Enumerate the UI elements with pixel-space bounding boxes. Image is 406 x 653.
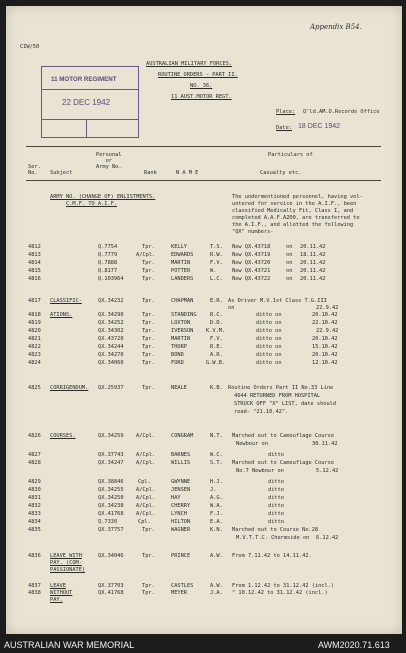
table-cell: Now QX.43720 xyxy=(232,260,271,266)
table-cell: H.J. xyxy=(210,479,223,485)
enlist-text-1: The undermentioned personnel, having vol- xyxy=(232,194,363,200)
table-cell: From 1.12.42 to 31.12.42 (incl.) xyxy=(232,583,335,589)
table-cell: 4821 xyxy=(28,336,41,342)
date-label: Date: xyxy=(276,125,292,131)
document-page xyxy=(6,6,402,634)
table-cell: 22.10.42 xyxy=(312,320,338,326)
table-cell: 4814 xyxy=(28,260,41,266)
table-row-continuation xyxy=(6,535,402,541)
table-cell: S.T. xyxy=(210,460,223,466)
col-ser: Ser. No. xyxy=(28,164,41,176)
table-row-continuation xyxy=(6,441,402,447)
table-cell: A.G. xyxy=(210,495,223,501)
table-cell: QX.37743 xyxy=(98,452,124,458)
table-cell: QX.34252 xyxy=(98,320,124,326)
regiment-stamp xyxy=(41,66,139,138)
table-cell: FORD xyxy=(171,360,184,366)
table-cell: MEYER xyxy=(171,590,187,596)
place-label: Place: xyxy=(276,109,296,115)
table-cell: Tpr. xyxy=(142,244,155,250)
table-cell: Tpr. xyxy=(142,320,155,326)
subject-leave-3: PASSIONATE) xyxy=(50,567,86,573)
table-row xyxy=(6,352,402,358)
table-cell: QX.34238 xyxy=(98,503,124,509)
table-cell: W.C. xyxy=(210,452,223,458)
table-cell: 20.11.42 xyxy=(300,260,326,266)
enlist-text-4: completed A.A.F.A200, are transferred to xyxy=(232,215,360,221)
table-cell: 4837 xyxy=(28,583,41,589)
col-army-no: Personal or Army No. xyxy=(96,152,122,170)
table-cell: ditto xyxy=(268,452,284,458)
table-cell: 20.11.42 xyxy=(300,276,326,282)
table-row xyxy=(6,460,402,466)
table-cell: Tpr. xyxy=(142,312,155,318)
footer-accession: AWM2020.71.613 xyxy=(318,640,390,650)
table-row xyxy=(6,503,402,509)
table-cell: CONGRAM xyxy=(171,433,194,439)
table-cell: QX.34232 xyxy=(98,298,124,304)
table-row xyxy=(6,260,402,266)
table-cell: ditto on xyxy=(256,320,282,326)
table-cell: D.D. xyxy=(210,320,223,326)
table-row xyxy=(6,360,402,366)
table-cell: ditto xyxy=(268,487,284,493)
table-cell: G.W.B. xyxy=(206,360,226,366)
table-row xyxy=(6,452,402,458)
table-cell: LOXTON xyxy=(171,320,191,326)
table-cell: HAY xyxy=(171,495,181,501)
table-cell: Tpr. xyxy=(142,336,155,342)
file-reference: CIW/50 xyxy=(20,44,40,50)
table-cell: 20.11.42 xyxy=(300,268,326,274)
table-cell: 6.12.42 xyxy=(316,535,339,541)
table-cell: WAGNER xyxy=(171,527,191,533)
table-cell: QX.34046 xyxy=(98,553,124,559)
table-cell: 4836 xyxy=(28,553,41,559)
table-cell: QX.34250 xyxy=(98,495,124,501)
table-cell: Now QX.43719 xyxy=(232,252,271,258)
subject-without-pay: PAY. xyxy=(50,597,63,603)
table-cell: MARTIN xyxy=(171,260,191,266)
table-cell: QX.38846 xyxy=(98,479,124,485)
table-cell: ditto xyxy=(268,495,284,501)
table-cell: on xyxy=(286,268,293,274)
table-cell: Tpr. xyxy=(142,527,155,533)
table-cell: K.N. xyxy=(210,527,223,533)
table-cell: JENSEN xyxy=(171,487,191,493)
table-cell: CORRIGENDUM. xyxy=(50,385,89,391)
table-cell: A.W. xyxy=(210,583,223,589)
table-row xyxy=(6,511,402,517)
table-row xyxy=(6,336,402,342)
table-cell: QX.41768 xyxy=(98,511,124,517)
table-cell: BOND xyxy=(171,352,184,358)
table-cell: Q.7888 xyxy=(98,260,118,266)
table-cell: Tpr. xyxy=(142,268,155,274)
table-cell: 4816 xyxy=(28,276,41,282)
enlist-text-5: the A.I.F., and allotted the following xyxy=(232,222,354,228)
table-cell: ditto on xyxy=(256,352,282,358)
table-cell: Tpr. xyxy=(142,360,155,366)
table-cell: Tpr. xyxy=(142,352,155,358)
table-cell: Routine Orders Part II No.33 Line xyxy=(228,385,334,391)
table-cell: LEAVE WITH xyxy=(50,553,82,559)
table-cell: ditto on xyxy=(256,336,282,342)
stamp-unit: 11 MOTOR REGIMENT xyxy=(51,76,117,83)
table-cell: 4823 xyxy=(28,352,41,358)
table-cell: IVERSON xyxy=(171,328,194,334)
table-cell: QX.34302 xyxy=(98,328,124,334)
table-cell: As Driver M.V.1st Class T.G.III xyxy=(228,298,327,304)
table-cell: CLASSIFIC- xyxy=(50,298,82,304)
table-cell: BARNES xyxy=(171,452,191,458)
table-cell: CHAPMAN xyxy=(171,298,194,304)
table-cell: 4831 xyxy=(28,495,41,501)
table-cell: QX.34247 xyxy=(98,460,124,466)
table-row xyxy=(6,479,402,485)
table-cell: 5.12.42 xyxy=(316,468,339,474)
table-cell: 4817 xyxy=(28,298,41,304)
table-cell: QX.34255 xyxy=(98,487,124,493)
enlist-text-2: untered for service in the A.I.F., been xyxy=(232,201,357,207)
table-cell: R.C. xyxy=(210,312,223,318)
table-cell: W. xyxy=(210,268,217,274)
table-cell: Q.7754 xyxy=(98,244,118,250)
table-cell: Newbour on xyxy=(236,441,268,447)
table-row xyxy=(6,385,402,391)
table-cell: From 7.11.42 to 14.11.42. xyxy=(232,553,312,559)
table-cell: 4828 xyxy=(28,460,41,466)
col-subject: Subject xyxy=(50,170,73,176)
table-cell: on xyxy=(228,305,235,311)
table-row xyxy=(6,312,402,318)
table-cell: W.A. xyxy=(210,503,223,509)
table-cell: Q.7330 xyxy=(98,519,118,525)
table-cell: 18.11.42 xyxy=(300,252,326,258)
table-cell: ditto xyxy=(268,519,284,525)
footer-bar xyxy=(0,638,406,653)
table-cell: " 10.12.42 to 31.12.42 (incl.) xyxy=(232,590,328,596)
table-cell: Marched out to Camouflage Course xyxy=(232,460,335,466)
table-cell: R.E. xyxy=(210,344,223,350)
table-cell: on xyxy=(286,276,293,282)
table-cell: QX.34290 xyxy=(98,312,124,318)
table-cell: 4832 xyxy=(28,503,41,509)
table-cell: QX.25937 xyxy=(98,385,124,391)
table-cell: A/Cpl. xyxy=(136,495,156,501)
table-cell: LANDERS xyxy=(171,276,194,282)
table-cell: Tpr. xyxy=(142,590,155,596)
table-cell: Tpr. xyxy=(142,328,155,334)
table-row xyxy=(6,244,402,250)
table-cell: L.C. xyxy=(210,276,223,282)
table-row-continuation xyxy=(6,305,402,311)
table-cell: 12.10.42 xyxy=(312,360,338,366)
table-cell: WILLIS xyxy=(171,460,191,466)
table-cell: Marched out to Course No.28 xyxy=(232,527,319,533)
table-cell: Q.7779 xyxy=(98,252,118,258)
table-cell: 4833 xyxy=(28,511,41,517)
table-cell: QX.34060 xyxy=(98,360,124,366)
corrigendum-text-2: 4644 RETURNED FROM HOSPITAL xyxy=(234,393,321,399)
table-cell: 4830 xyxy=(28,487,41,493)
table-cell: 4827 xyxy=(28,452,41,458)
table-cell: QX.34270 xyxy=(98,352,124,358)
table-cell: J.A. xyxy=(210,590,223,596)
table-cell: ditto xyxy=(268,511,284,517)
table-cell: F.V. xyxy=(210,336,223,342)
table-cell: A/Cpl. xyxy=(136,252,156,258)
table-cell: A/Cpl. xyxy=(136,433,156,439)
table-cell: F.V. xyxy=(210,260,223,266)
table-cell: Tpr. xyxy=(142,344,155,350)
table-cell: PRINCE xyxy=(171,553,191,559)
table-cell: Q.8177 xyxy=(98,268,118,274)
table-row xyxy=(6,433,402,439)
place-value: Q'ld.AM.O.Records Office xyxy=(303,109,380,115)
table-cell: QX.34244 xyxy=(98,344,124,350)
table-cell: 4829 xyxy=(28,479,41,485)
table-row-continuation xyxy=(6,468,402,474)
table-cell: Tpr. xyxy=(142,385,155,391)
table-cell: Now QX.43718 xyxy=(232,244,271,250)
table-cell: NEALE xyxy=(171,385,187,391)
table-cell: 4815 xyxy=(28,268,41,274)
table-row xyxy=(6,519,402,525)
corrigendum-text-4: read- "21.10.42". xyxy=(234,409,289,415)
table-cell: E.A. xyxy=(210,519,223,525)
table-cell: QX.37757 xyxy=(98,527,124,533)
table-cell: Now QX.43721 xyxy=(232,268,271,274)
table-cell: ditto on xyxy=(256,312,282,318)
table-cell: 22.9.42 xyxy=(316,328,339,334)
appendix-note: Appendix B54. xyxy=(310,23,362,31)
table-cell: Cpl. xyxy=(138,479,151,485)
table-cell: QX.34259 xyxy=(98,433,124,439)
table-cell: on xyxy=(286,252,293,258)
table-cell: ditto on xyxy=(256,328,282,334)
table-row xyxy=(6,553,402,559)
subject-enlistments: ARMY NO. (CHANGE OF) ENLISTMENTS. xyxy=(50,194,156,200)
table-row xyxy=(6,298,402,304)
table-cell: CASTLES xyxy=(171,583,194,589)
table-cell: 4813 xyxy=(28,252,41,258)
enlist-text-3: classified Medically Fit, Class I, and xyxy=(232,208,354,214)
table-cell: THORP xyxy=(171,344,187,350)
table-cell: 20.10.42 xyxy=(312,336,338,342)
footer-source: AUSTRALIAN WAR MEMORIAL xyxy=(4,640,135,650)
orders-title: ROUTINE ORDERS - PART II. xyxy=(158,72,238,78)
table-cell: F.J. xyxy=(210,511,223,517)
table-cell: 20.10.42 xyxy=(312,352,338,358)
corrigendum-text-3: STRUCK OFF "X" LIST, date should xyxy=(234,401,337,407)
table-cell: Marched out to Camouflage Course xyxy=(232,433,335,439)
table-cell: QX.43720 xyxy=(98,336,124,342)
unit-name: 11 AUST.MOTOR REGT. xyxy=(171,94,232,100)
table-cell: K.B. xyxy=(210,385,223,391)
col-rank: Rank xyxy=(144,170,157,176)
table-cell: STANDING xyxy=(171,312,197,318)
table-cell: Now QX.43722 xyxy=(232,276,271,282)
table-cell: T.S. xyxy=(210,244,223,250)
header-rule-top xyxy=(26,146,381,147)
table-cell: GWYNNE xyxy=(171,479,191,485)
table-row xyxy=(6,344,402,350)
table-cell: 4820 xyxy=(28,328,41,334)
table-cell: Cpl. xyxy=(138,519,151,525)
table-cell: 4812 xyxy=(28,244,41,250)
table-cell: MARTIN xyxy=(171,336,191,342)
table-cell: 4825 xyxy=(28,385,41,391)
table-cell: Q.103964 xyxy=(98,276,124,282)
table-cell: J. xyxy=(210,487,217,493)
table-cell: QX.41768 xyxy=(98,590,124,596)
table-cell: HILTON xyxy=(171,519,191,525)
table-cell: A/Cpl. xyxy=(136,503,156,509)
table-cell: Tpr. xyxy=(142,260,155,266)
org-title: AUSTRALIAN MILITARY FORCES. xyxy=(146,61,233,67)
table-row xyxy=(6,276,402,282)
table-row xyxy=(6,320,402,326)
table-cell: 15.10.42 xyxy=(312,344,338,350)
date-stamp: 18 DEC 1942 xyxy=(298,123,341,130)
table-cell: Tpr. xyxy=(142,583,155,589)
table-cell: COURSES. xyxy=(50,433,76,439)
enlist-text-6: "QX" numbers- xyxy=(232,229,274,235)
table-cell: 4826 xyxy=(28,433,41,439)
table-row xyxy=(6,583,402,589)
table-cell: LYNCH xyxy=(171,511,187,517)
table-cell: 4835 xyxy=(28,527,41,533)
table-cell: Tpr. xyxy=(142,276,155,282)
table-cell: M.V.T.T.C. Chermside on xyxy=(236,535,310,541)
table-row xyxy=(6,495,402,501)
subject-leave-2: PAY. (COM- xyxy=(50,560,82,566)
table-cell: 22.9.42 xyxy=(316,305,339,311)
table-cell: 4818 xyxy=(28,312,41,318)
table-cell: 4819 xyxy=(28,320,41,326)
table-cell: WITHOUT xyxy=(50,590,73,596)
table-cell: A/Cpl. xyxy=(136,460,156,466)
table-cell: A.R. xyxy=(210,352,223,358)
table-cell: A/Cpl. xyxy=(136,487,156,493)
order-number: NO. 36. xyxy=(190,83,213,89)
table-cell: 4824 xyxy=(28,360,41,366)
table-cell: ditto on xyxy=(256,360,282,366)
table-cell: 30.11.42 xyxy=(312,441,338,447)
col-name: N A M E xyxy=(176,170,199,176)
table-cell: A.W. xyxy=(210,553,223,559)
table-cell: CHERRY xyxy=(171,503,191,509)
table-row xyxy=(6,252,402,258)
table-cell: A/Cpl. xyxy=(136,511,156,517)
table-row xyxy=(6,268,402,274)
table-cell: R.W. xyxy=(210,252,223,258)
table-cell: ATIONS. xyxy=(50,312,73,318)
table-row xyxy=(6,328,402,334)
table-cell: No.7 Newbour on xyxy=(236,468,284,474)
table-cell: on xyxy=(286,244,293,250)
header-rule-bottom xyxy=(26,180,381,181)
col-casualty: Casualty etc. xyxy=(260,170,302,176)
table-cell: E.R. xyxy=(210,298,223,304)
table-cell: K.V.M. xyxy=(206,328,226,334)
table-cell: QX.37703 xyxy=(98,583,124,589)
subject-enlistments-2: C.M.F. TO A.I.F. xyxy=(66,201,118,207)
table-cell: 20.10.42 xyxy=(312,312,338,318)
table-cell: EDWARDS xyxy=(171,252,194,258)
table-row xyxy=(6,590,402,596)
table-cell: 4834 xyxy=(28,519,41,525)
table-cell: ditto on xyxy=(256,344,282,350)
table-cell: POTTER xyxy=(171,268,191,274)
table-cell: Tpr. xyxy=(142,298,155,304)
table-cell: 20.11.42 xyxy=(300,244,326,250)
stamp-date: 22 DEC 1942 xyxy=(62,98,111,107)
col-particulars: Particulars of xyxy=(268,152,313,158)
table-cell: N.T. xyxy=(210,433,223,439)
table-row xyxy=(6,487,402,493)
table-cell: Tpr. xyxy=(142,553,155,559)
table-cell: ditto xyxy=(268,503,284,509)
table-cell: ditto xyxy=(268,479,284,485)
table-cell: on xyxy=(286,260,293,266)
table-cell: 4822 xyxy=(28,344,41,350)
table-cell: 4838 xyxy=(28,590,41,596)
table-cell: A/Cpl. xyxy=(136,452,156,458)
table-cell: LEAVE xyxy=(50,583,66,589)
table-row xyxy=(6,527,402,533)
table-cell: KELLY xyxy=(171,244,187,250)
